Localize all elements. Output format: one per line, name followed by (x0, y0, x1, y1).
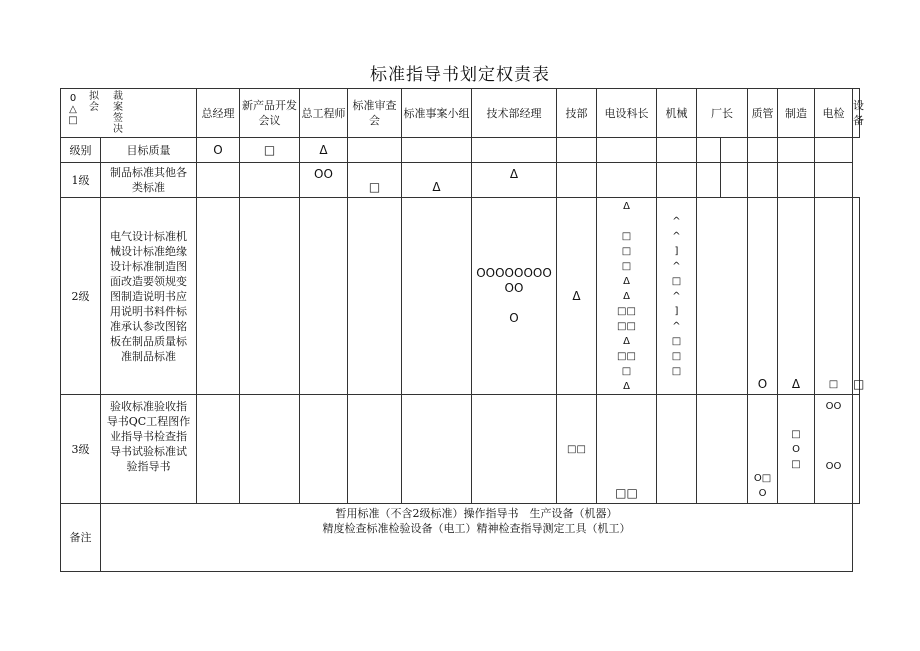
mark-cell: □ (348, 163, 402, 198)
col-header: 制造 (778, 89, 815, 138)
mark-cell: □□ (597, 395, 657, 504)
page-title: 标准指导书划定权责表 (370, 65, 550, 85)
col-header: 标准审查会 (348, 89, 402, 138)
mark-cell: O (748, 198, 778, 395)
mark-cell: O□ O (748, 395, 778, 504)
mark-cell: □ (815, 198, 853, 395)
legend-cell (61, 89, 197, 138)
table-row (61, 163, 860, 198)
legend-col2: 拟 会 (89, 91, 99, 113)
level-cell: 级别 (61, 138, 101, 163)
item-cell: 制品标准其他各类标准 (101, 163, 197, 198)
col-header: 电设科长 (597, 89, 657, 138)
col-header: 电检 (815, 89, 853, 138)
mark-cell: □ (240, 138, 300, 163)
col-header: 质管 (748, 89, 778, 138)
mark-cell: Δ (300, 138, 348, 163)
mark-cell: □ O □ (778, 395, 815, 504)
level-cell: 1级 (61, 163, 101, 198)
notes-cell (101, 504, 853, 572)
mark-cell: OOOOOOOO OO O (472, 198, 557, 395)
item-cell: 电气设计标准机械设计标准绝缘设计标准制造图面改造要领规变图制造说明书应用说明书料件标准承认参改图铭板在制品质量标准制品标准 (101, 198, 197, 395)
mark-cell: ^ ^ ] ^ □ ^ ] ^ □ □ □ (657, 198, 697, 395)
item-cell: 目标质量 (101, 138, 197, 163)
mark-cell: Δ (778, 198, 815, 395)
col-header: 技术部经理 (472, 89, 557, 138)
header-row (61, 89, 860, 138)
mark-cell: Δ (402, 163, 472, 198)
col-header: 厂长 (697, 89, 748, 138)
mark-cell: O (197, 138, 240, 163)
table-row (61, 138, 860, 163)
col-header: 技部 (557, 89, 597, 138)
col-header: 设备 (853, 89, 860, 138)
table-row (61, 198, 860, 395)
level-cell: 3级 (61, 395, 101, 504)
mark-cell: Δ (472, 163, 557, 198)
mark-cell: OO (300, 163, 348, 198)
col-header: 新产品开发会议 (240, 89, 300, 138)
mark-cell: □ (853, 198, 860, 395)
mark-cell: Δ □ □ □ Δ Δ □□ □□ Δ □□ □ Δ (597, 198, 657, 395)
col-header: 总经理 (197, 89, 240, 138)
notes-line: 暂用标准（不含2级标准）操作指导书 生产设备（机器） (335, 507, 618, 520)
level-cell: 备注 (61, 504, 101, 572)
table-row (61, 395, 860, 504)
col-header: 机械 (657, 89, 697, 138)
col-header: 标准事案小组 (402, 89, 472, 138)
mark-cell: Δ (557, 198, 597, 395)
mark-cell: OO OO (815, 395, 853, 504)
level-cell: 2级 (61, 198, 101, 395)
item-cell: 验收标准验收指导书QC工程图作业指导书检查指导书试验标准试验指导书 (101, 395, 197, 504)
mark-cell: □□ (557, 395, 597, 504)
responsibility-table (60, 88, 865, 572)
legend-col3: 裁 案 签 决 (113, 91, 123, 135)
notes-line: 精度检查标准检验设备（电工）精神检查指导测定工具（机工） (322, 522, 631, 535)
col-header: 总工程师 (300, 89, 348, 138)
table-row (61, 504, 860, 572)
legend-symbols: 0 △ □ (68, 93, 78, 126)
